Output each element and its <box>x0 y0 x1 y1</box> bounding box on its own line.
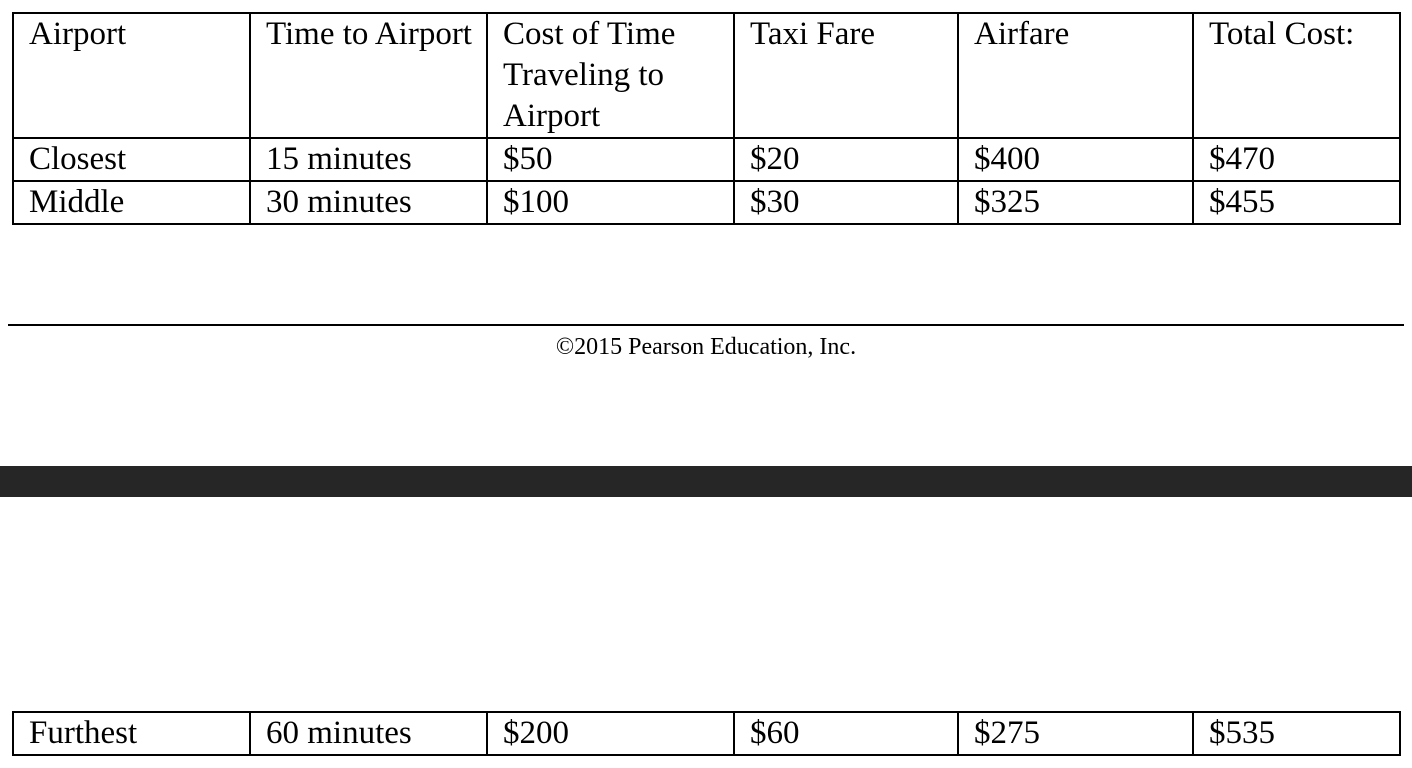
cell-time: 15 minutes <box>250 138 487 181</box>
header-taxi-fare: Taxi Fare <box>734 13 958 138</box>
header-total-cost: Total Cost: <box>1193 13 1400 138</box>
airport-cost-table-continued <box>12 711 1401 756</box>
header-time-to-airport: Time to Airport <box>250 13 487 138</box>
footer-rule <box>8 324 1404 326</box>
header-cost-of-time: Cost of Time Traveling to Airport <box>487 13 734 138</box>
slide-divider-bar <box>0 466 1412 497</box>
cell-time: 30 minutes <box>250 181 487 224</box>
cell-taxi-fare: $60 <box>734 712 958 755</box>
copyright-notice: ©2015 Pearson Education, Inc. <box>555 334 857 360</box>
cell-airport: Furthest <box>13 712 250 755</box>
table-row <box>13 712 1400 755</box>
header-airport: Airport <box>13 13 250 138</box>
cell-airfare: $400 <box>958 138 1193 181</box>
cell-airfare: $325 <box>958 181 1193 224</box>
cell-taxi-fare: $20 <box>734 138 958 181</box>
header-airfare: Airfare <box>958 13 1193 138</box>
cell-total-cost: $535 <box>1193 712 1400 755</box>
table-row <box>13 138 1400 181</box>
table-row <box>13 181 1400 224</box>
cell-airport: Closest <box>13 138 250 181</box>
cell-time-cost: $50 <box>487 138 734 181</box>
table-header-row <box>13 13 1400 138</box>
airport-cost-table <box>12 12 1401 225</box>
cell-total-cost: $470 <box>1193 138 1400 181</box>
cell-total-cost: $455 <box>1193 181 1400 224</box>
cell-time: 60 minutes <box>250 712 487 755</box>
cell-airport: Middle <box>13 181 250 224</box>
cell-time-cost: $200 <box>487 712 734 755</box>
cell-airfare: $275 <box>958 712 1193 755</box>
cell-taxi-fare: $30 <box>734 181 958 224</box>
cell-time-cost: $100 <box>487 181 734 224</box>
